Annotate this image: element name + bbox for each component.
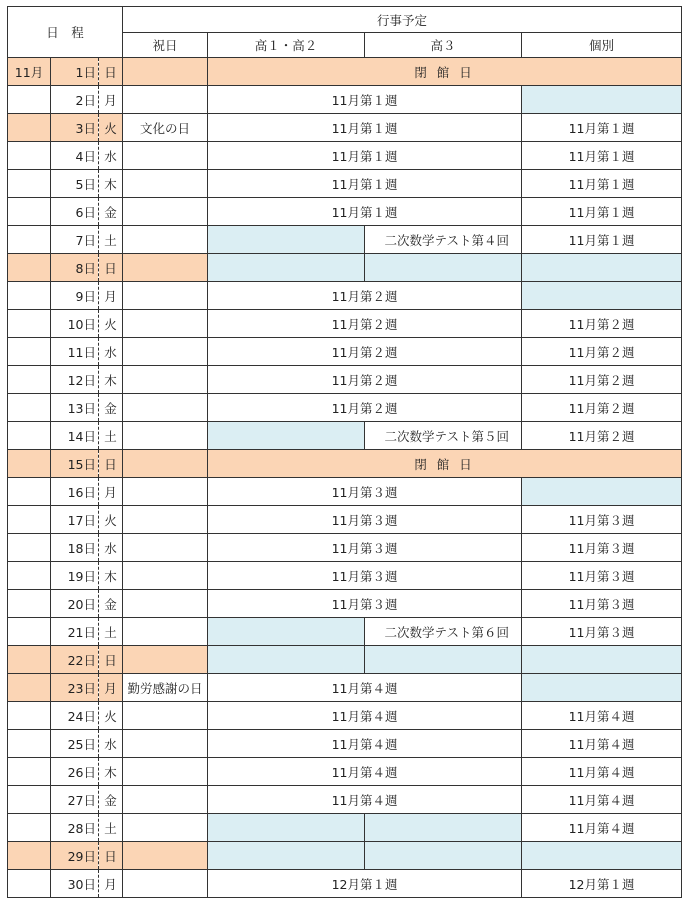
individual-cell	[522, 478, 682, 506]
group-lesson-cell: 11月第４週	[208, 674, 522, 702]
month-cell	[8, 814, 51, 842]
weekday-cell: 日	[99, 58, 123, 86]
month-cell	[8, 478, 51, 506]
day-cell: 10日	[51, 310, 99, 338]
individual-cell	[522, 86, 682, 114]
weekday-cell: 木	[99, 366, 123, 394]
individual-cell: 11月第４週	[522, 786, 682, 814]
individual-cell: 11月第４週	[522, 758, 682, 786]
holiday-cell	[123, 366, 208, 394]
month-cell	[8, 394, 51, 422]
individual-cell	[522, 282, 682, 310]
holiday-cell	[123, 702, 208, 730]
grade12-cell	[208, 842, 365, 870]
holiday-cell	[123, 590, 208, 618]
weekday-cell: 土	[99, 422, 123, 450]
day-cell: 5日	[51, 170, 99, 198]
holiday-cell	[123, 86, 208, 114]
weekday-cell: 金	[99, 786, 123, 814]
table-row	[8, 590, 682, 618]
weekday-cell: 月	[99, 86, 123, 114]
holiday-cell	[123, 394, 208, 422]
individual-cell	[522, 674, 682, 702]
individual-cell: 11月第２週	[522, 310, 682, 338]
month-cell	[8, 310, 51, 338]
weekday-cell: 火	[99, 702, 123, 730]
table-row	[8, 478, 682, 506]
table-row	[8, 282, 682, 310]
holiday-cell	[123, 478, 208, 506]
weekday-cell: 月	[99, 478, 123, 506]
table-row	[8, 618, 682, 646]
table-row	[8, 366, 682, 394]
table-row	[8, 730, 682, 758]
weekday-cell: 土	[99, 814, 123, 842]
table-row	[8, 114, 682, 142]
individual-header: 個別	[522, 33, 682, 58]
day-cell: 3日	[51, 114, 99, 142]
group-lesson-cell: 11月第４週	[208, 702, 522, 730]
month-cell	[8, 338, 51, 366]
month-cell	[8, 674, 51, 702]
table-row	[8, 506, 682, 534]
weekday-cell: 金	[99, 394, 123, 422]
table-row	[8, 142, 682, 170]
table-row	[8, 702, 682, 730]
day-cell: 8日	[51, 254, 99, 282]
grade3-test-cell: 二次数学テスト第４回	[365, 226, 522, 254]
weekday-cell: 金	[99, 590, 123, 618]
holiday-cell	[123, 450, 208, 478]
day-cell: 20日	[51, 590, 99, 618]
weekday-cell: 火	[99, 310, 123, 338]
holiday-header: 祝日	[123, 33, 208, 58]
individual-cell: 11月第２週	[522, 394, 682, 422]
schedule-body	[8, 58, 682, 898]
weekday-cell: 日	[99, 842, 123, 870]
month-cell	[8, 198, 51, 226]
holiday-cell	[123, 310, 208, 338]
holiday-cell	[123, 198, 208, 226]
individual-cell	[522, 842, 682, 870]
individual-cell	[522, 254, 682, 282]
month-cell	[8, 870, 51, 898]
table-row	[8, 86, 682, 114]
weekday-cell: 日	[99, 254, 123, 282]
day-cell: 27日	[51, 786, 99, 814]
month-cell	[8, 282, 51, 310]
holiday-cell	[123, 786, 208, 814]
grade12-cell	[208, 422, 365, 450]
weekday-cell: 火	[99, 506, 123, 534]
day-cell: 12日	[51, 366, 99, 394]
holiday-cell	[123, 618, 208, 646]
table-row	[8, 814, 682, 842]
holiday-cell	[123, 170, 208, 198]
table-row	[8, 562, 682, 590]
holiday-cell	[123, 562, 208, 590]
grade12-cell	[208, 254, 365, 282]
month-cell	[8, 534, 51, 562]
month-cell	[8, 226, 51, 254]
holiday-cell	[123, 254, 208, 282]
group-lesson-cell: 11月第４週	[208, 730, 522, 758]
group-lesson-cell: 11月第２週	[208, 310, 522, 338]
day-cell: 4日	[51, 142, 99, 170]
individual-cell: 11月第２週	[522, 338, 682, 366]
weekday-cell: 土	[99, 618, 123, 646]
group-lesson-cell: 11月第１週	[208, 86, 522, 114]
individual-cell: 11月第１週	[522, 198, 682, 226]
table-row	[8, 310, 682, 338]
holiday-cell: 勤労感謝の日	[123, 674, 208, 702]
grade3-header: 高３	[365, 33, 522, 58]
group-lesson-cell: 11月第２週	[208, 282, 522, 310]
group-lesson-cell: 12月第１週	[208, 870, 522, 898]
grade12-cell	[208, 226, 365, 254]
table-row	[8, 58, 682, 86]
day-cell: 23日	[51, 674, 99, 702]
group-lesson-cell: 11月第１週	[208, 142, 522, 170]
day-cell: 15日	[51, 450, 99, 478]
month-cell	[8, 506, 51, 534]
events-header: 行事予定	[123, 7, 682, 33]
grade3-cell	[365, 842, 522, 870]
table-row	[8, 338, 682, 366]
grade12-cell	[208, 646, 365, 674]
individual-cell: 11月第２週	[522, 366, 682, 394]
table-row	[8, 394, 682, 422]
day-cell: 24日	[51, 702, 99, 730]
table-row	[8, 422, 682, 450]
grade12-cell	[208, 618, 365, 646]
month-cell	[8, 730, 51, 758]
grade3-cell	[365, 814, 522, 842]
holiday-cell	[123, 730, 208, 758]
individual-cell: 11月第１週	[522, 114, 682, 142]
month-cell	[8, 86, 51, 114]
day-cell: 16日	[51, 478, 99, 506]
day-cell: 1日	[51, 58, 99, 86]
weekday-cell: 水	[99, 338, 123, 366]
individual-cell: 11月第４週	[522, 702, 682, 730]
month-cell	[8, 646, 51, 674]
weekday-cell: 火	[99, 114, 123, 142]
month-cell	[8, 786, 51, 814]
day-cell: 25日	[51, 730, 99, 758]
day-cell: 11日	[51, 338, 99, 366]
month-cell	[8, 702, 51, 730]
weekday-cell: 月	[99, 282, 123, 310]
table-row	[8, 226, 682, 254]
table-row	[8, 198, 682, 226]
month-cell	[8, 562, 51, 590]
holiday-cell	[123, 506, 208, 534]
individual-cell	[522, 646, 682, 674]
grade3-test-cell: 二次数学テスト第６回	[365, 618, 522, 646]
day-cell: 30日	[51, 870, 99, 898]
grade3-cell	[365, 254, 522, 282]
holiday-cell: 文化の日	[123, 114, 208, 142]
month-cell	[8, 254, 51, 282]
group-lesson-cell: 11月第４週	[208, 758, 522, 786]
group-lesson-cell: 11月第３週	[208, 478, 522, 506]
holiday-cell	[123, 842, 208, 870]
schedule-table	[7, 6, 682, 898]
holiday-cell	[123, 814, 208, 842]
individual-cell: 11月第３週	[522, 562, 682, 590]
day-cell: 29日	[51, 842, 99, 870]
day-cell: 22日	[51, 646, 99, 674]
month-cell	[8, 366, 51, 394]
weekday-cell: 日	[99, 450, 123, 478]
group-lesson-cell: 11月第３週	[208, 506, 522, 534]
holiday-cell	[123, 870, 208, 898]
month-cell	[8, 590, 51, 618]
weekday-cell: 月	[99, 674, 123, 702]
month-cell	[8, 758, 51, 786]
group-lesson-cell: 11月第１週	[208, 170, 522, 198]
day-cell: 14日	[51, 422, 99, 450]
month-cell	[8, 170, 51, 198]
day-cell: 18日	[51, 534, 99, 562]
individual-cell: 11月第３週	[522, 506, 682, 534]
weekday-cell: 木	[99, 562, 123, 590]
individual-cell: 12月第１週	[522, 870, 682, 898]
weekday-cell: 土	[99, 226, 123, 254]
group-lesson-cell: 11月第２週	[208, 366, 522, 394]
day-cell: 6日	[51, 198, 99, 226]
table-row	[8, 842, 682, 870]
day-cell: 2日	[51, 86, 99, 114]
weekday-cell: 日	[99, 646, 123, 674]
table-row	[8, 870, 682, 898]
weekday-cell: 水	[99, 730, 123, 758]
group-lesson-cell: 11月第１週	[208, 198, 522, 226]
group-lesson-cell: 11月第３週	[208, 534, 522, 562]
schedule-header: 日 程	[8, 7, 123, 58]
holiday-cell	[123, 758, 208, 786]
table-row	[8, 674, 682, 702]
day-cell: 7日	[51, 226, 99, 254]
holiday-cell	[123, 422, 208, 450]
day-cell: 9日	[51, 282, 99, 310]
day-cell: 28日	[51, 814, 99, 842]
month-cell	[8, 422, 51, 450]
group-lesson-cell: 11月第２週	[208, 394, 522, 422]
individual-cell: 11月第３週	[522, 590, 682, 618]
weekday-cell: 木	[99, 758, 123, 786]
table-row	[8, 254, 682, 282]
group-lesson-cell: 11月第３週	[208, 590, 522, 618]
day-cell: 13日	[51, 394, 99, 422]
table-row	[8, 758, 682, 786]
table-row	[8, 534, 682, 562]
month-cell	[8, 142, 51, 170]
month-cell	[8, 114, 51, 142]
individual-cell: 11月第３週	[522, 534, 682, 562]
weekday-cell: 水	[99, 142, 123, 170]
individual-cell: 11月第２週	[522, 422, 682, 450]
group-lesson-cell: 11月第１週	[208, 114, 522, 142]
day-cell: 17日	[51, 506, 99, 534]
table-row	[8, 170, 682, 198]
grade3-cell	[365, 646, 522, 674]
table-row	[8, 450, 682, 478]
group-lesson-cell: 11月第４週	[208, 786, 522, 814]
closed-cell: 閉 館 日	[208, 450, 682, 478]
individual-cell: 11月第１週	[522, 226, 682, 254]
individual-cell: 11月第１週	[522, 170, 682, 198]
holiday-cell	[123, 142, 208, 170]
holiday-cell	[123, 338, 208, 366]
month-cell: 11月	[8, 58, 51, 86]
weekday-cell: 月	[99, 870, 123, 898]
individual-cell: 11月第４週	[522, 814, 682, 842]
holiday-cell	[123, 282, 208, 310]
weekday-cell: 木	[99, 170, 123, 198]
month-cell	[8, 842, 51, 870]
individual-cell: 11月第３週	[522, 618, 682, 646]
month-cell	[8, 450, 51, 478]
group-lesson-cell: 11月第２週	[208, 338, 522, 366]
grade12-header: 高１・高２	[208, 33, 365, 58]
header-row-1	[8, 7, 682, 33]
grade12-cell	[208, 814, 365, 842]
grade3-test-cell: 二次数学テスト第５回	[365, 422, 522, 450]
day-cell: 21日	[51, 618, 99, 646]
holiday-cell	[123, 646, 208, 674]
individual-cell: 11月第１週	[522, 142, 682, 170]
month-cell	[8, 618, 51, 646]
day-cell: 26日	[51, 758, 99, 786]
holiday-cell	[123, 58, 208, 86]
closed-cell: 閉 館 日	[208, 58, 682, 86]
holiday-cell	[123, 534, 208, 562]
individual-cell: 11月第４週	[522, 730, 682, 758]
table-row	[8, 646, 682, 674]
group-lesson-cell: 11月第３週	[208, 562, 522, 590]
weekday-cell: 金	[99, 198, 123, 226]
day-cell: 19日	[51, 562, 99, 590]
table-row	[8, 786, 682, 814]
holiday-cell	[123, 226, 208, 254]
weekday-cell: 水	[99, 534, 123, 562]
